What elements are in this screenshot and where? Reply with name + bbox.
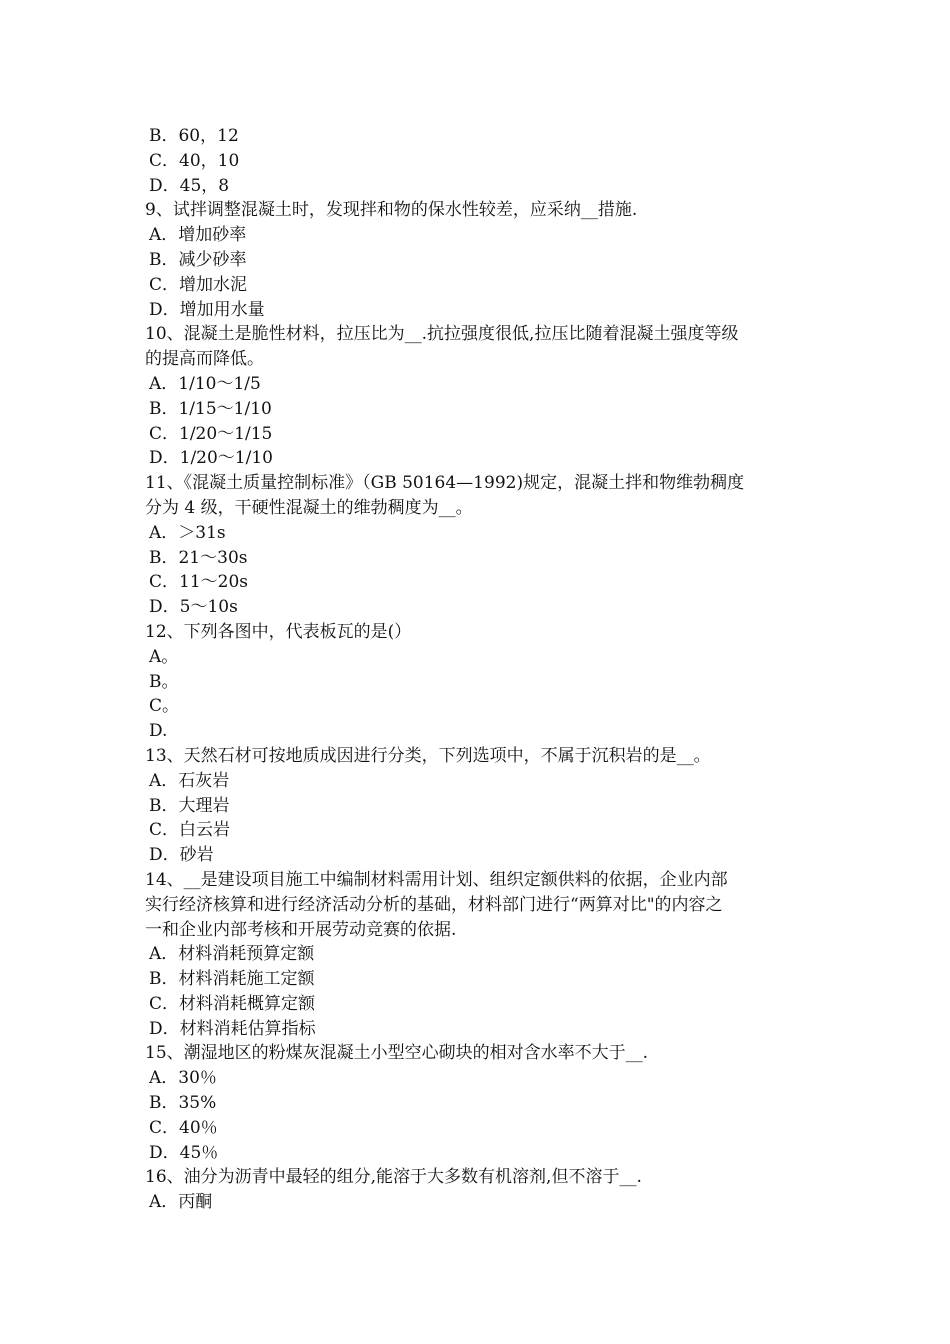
option-line: D. [149,721,168,742]
question-line: 一和企业内部考核和开展劳动竞赛的依据. [145,919,457,940]
question-line: 10、混凝土是脆性材料，拉压比为__.抗拉强度很低,拉压比随着混凝土强度等级 [145,324,739,345]
question-line: 12、下列各图中，代表板瓦的是(） [145,621,412,642]
option-line: D．材料消耗估算指标 [149,1018,316,1039]
question-line: 13、天然石材可按地质成因进行分类，下列选项中，不属于沉积岩的是__。 [145,745,711,766]
option-line: B．60，12 [149,126,239,146]
document-page [145,124,810,1215]
option-line: B．减少砂率 [149,249,247,270]
option-line: A．增加砂率 [149,225,247,246]
option-line: B．大理岩 [149,795,230,816]
option-line: A。 [149,646,179,667]
option-line: B．材料消耗施工定额 [149,969,315,990]
question-line: 的提高而降低。 [145,349,264,370]
option-line: D．增加用水量 [149,299,265,320]
option-line: C．白云岩 [149,820,231,841]
option-line: C．1/20～1/15 [149,423,273,444]
option-line: C．增加水泥 [149,274,248,295]
option-line: B．21～30s [149,547,248,568]
option-line: B．35% [149,1093,217,1114]
question-line: 9、试拌调整混凝土时，发现拌和物的保水性较差，应采纳__措施. [145,200,638,221]
option-line: A．30％ [149,1068,217,1089]
question-line: 分为 4 级，干硬性混凝土的维勃稠度为__。 [145,497,473,518]
option-line: B。 [149,671,179,692]
question-line: 实行经济核算和进行经济活动分析的基础，材料部门进行“两算对比"的内容之 [145,894,723,915]
question-line: 14、__是建设项目施工中编制材料需用计划、组织定额供料的依据，企业内部 [145,869,728,890]
option-line: B．1/15～1/10 [149,398,272,419]
option-line: D．5～10s [149,597,238,618]
option-line: A．石灰岩 [149,770,230,791]
option-line: A．1/10～1/5 [149,373,261,394]
question-line: 15、潮湿地区的粉煤灰混凝土小型空心砌块的相对含水率不大于__. [145,1043,649,1064]
option-line: D．砂岩 [149,845,214,866]
option-line: A．材料消耗预算定额 [149,944,315,965]
option-line: A．丙酮 [149,1192,213,1213]
question-line: 16、油分为沥青中最轻的组分,能溶于大多数有机溶剂,但不溶于__. [145,1167,642,1188]
option-line: D．45，8 [149,175,230,196]
option-line: C。 [149,696,180,717]
option-line: C．11～20s [149,572,248,593]
option-line: D．45％ [149,1142,219,1163]
option-line: D．1/20～1/10 [149,448,273,469]
option-line: C．40，10 [149,150,240,171]
question-line: 11、《混凝土质量控制标准》（GB 50164—1992)规定，混凝土拌和物维勃稠度 [145,473,745,494]
option-line: C．40％ [149,1117,218,1138]
option-line: C．材料消耗概算定额 [149,993,316,1014]
option-line: A．＞31s [149,522,226,543]
